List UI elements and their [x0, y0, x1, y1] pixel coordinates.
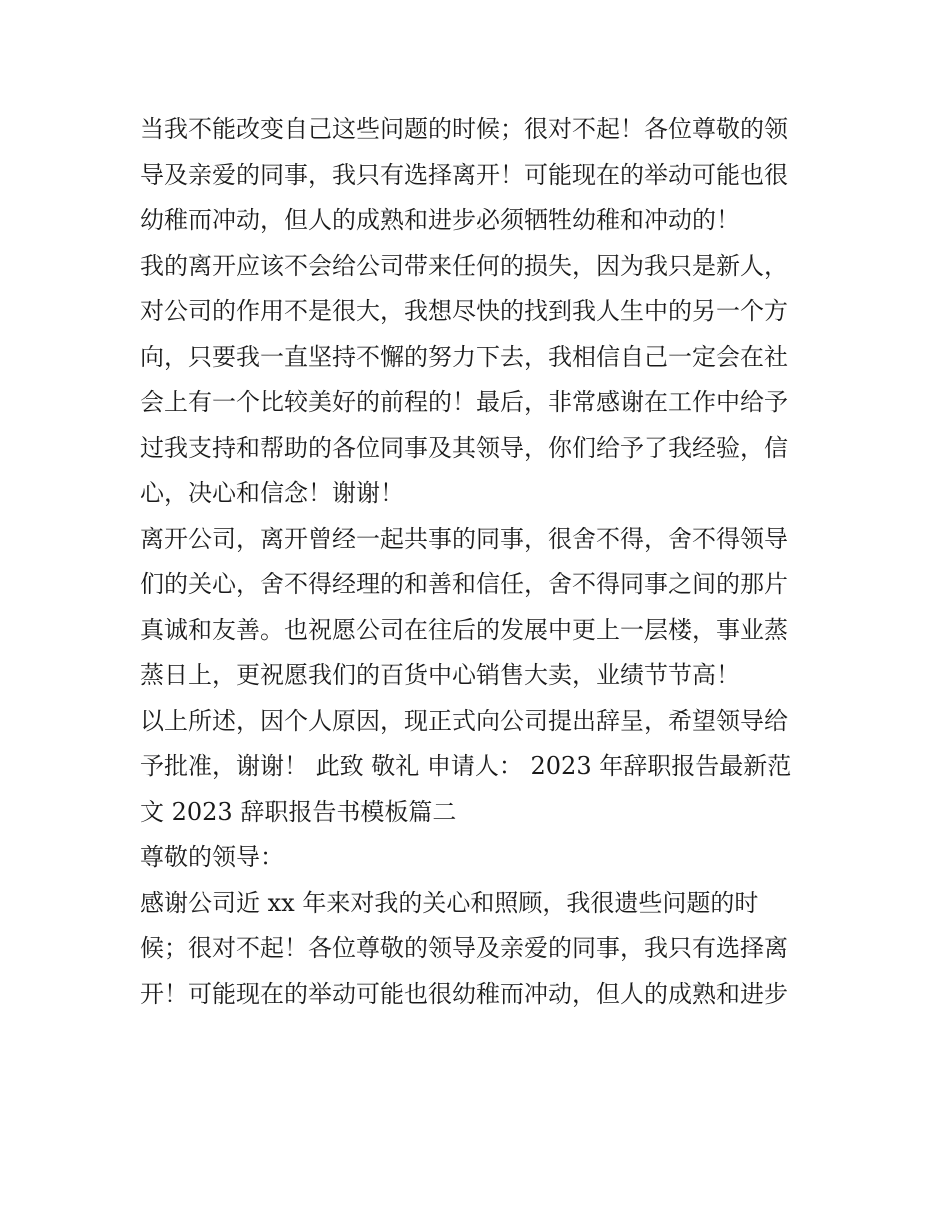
text-line: 感谢公司近 xx 年来对我的关心和照顾，我很遗些问题的时	[140, 888, 759, 917]
text-line: 文 2023 辞职报告书模板篇二	[140, 797, 457, 826]
text-line: 会上有一个比较美好的前程的！最后，非常感谢在工作中给予	[140, 388, 788, 416]
text-line: 幼稚而冲动，但人的成熟和进步必须牺牲幼稚和冲动的！	[140, 206, 740, 234]
text-line: 们的关心，舍不得经理的和善和信任，舍不得同事之间的那片	[140, 570, 788, 598]
text-line: 以上所述，因个人原因，现正式向公司提出辞呈，希望领导给	[140, 706, 788, 735]
text-line: 离开公司，离开曾经一起共事的同事，很舍不得，舍不得领导	[140, 524, 788, 553]
text-line: 心，决心和信念！谢谢！	[140, 479, 404, 507]
text-line: 开！可能现在的举动可能也很幼稚而冲动，但人的成熟和进步	[140, 979, 788, 1008]
document-body	[140, 107, 820, 1017]
text-line: 当我不能改变自己这些问题的时候；很对不起！各位尊敬的领	[140, 115, 788, 143]
text-line: 导及亲爱的同事，我只有选择离开！可能现在的举动可能也很	[140, 160, 788, 189]
text-line: 候；很对不起！各位尊敬的领导及亲爱的同事，我只有选择离	[140, 934, 788, 962]
text-line: 予批准，谢谢！ 此致 敬礼 申请人： 2023 年辞职报告最新范	[140, 752, 792, 780]
text-line: 对公司的作用不是很大，我想尽快的找到我人生中的另一个方	[140, 297, 788, 325]
text-line: 过我支持和帮助的各位同事及其领导，你们给予了我经验，信	[140, 433, 788, 462]
text-line: 尊敬的领导：	[140, 843, 284, 871]
text-line: 向，只要我一直坚持不懈的努力下去，我相信自己一定会在社	[140, 342, 788, 371]
text-line: 蒸日上，更祝愿我们的百货中心销售大卖，业绩节节高！	[140, 661, 740, 689]
text-line: 我的离开应该不会给公司带来任何的损失，因为我只是新人，	[140, 251, 788, 280]
text-line: 真诚和友善。也祝愿公司在往后的发展中更上一层楼，事业蒸	[140, 615, 788, 644]
